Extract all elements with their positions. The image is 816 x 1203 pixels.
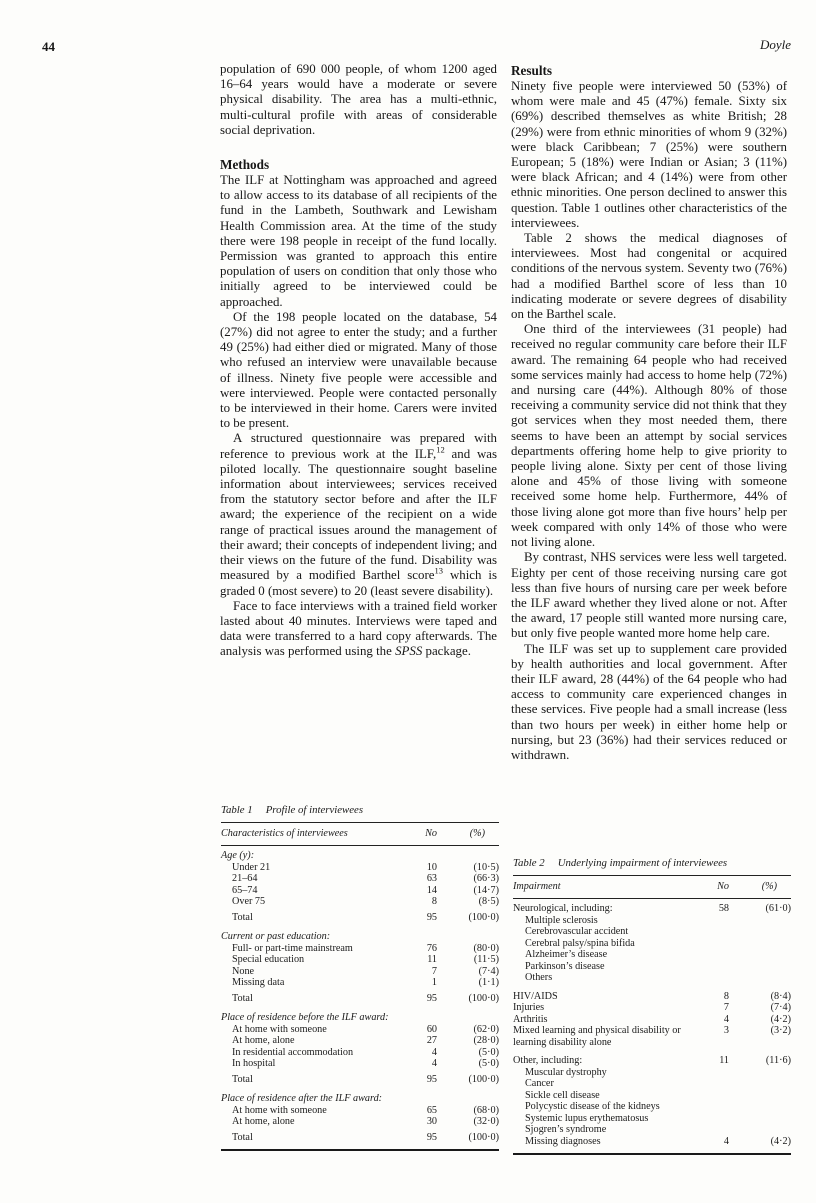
- table-row: [513, 1124, 791, 1136]
- row-label: Mixed learning and physical disability or learning disability alone: [513, 1025, 681, 1048]
- row-count: 7: [431, 965, 437, 977]
- row-percent: (100·0): [468, 911, 499, 923]
- row-percent: (11·5): [473, 954, 499, 965]
- table-label: Table 1: [221, 804, 253, 816]
- row-label: Other, including:: [513, 1055, 583, 1066]
- row-label: At home with someone: [232, 1023, 327, 1035]
- table-row: [221, 1132, 499, 1144]
- table-row: [513, 903, 791, 915]
- table-row: [513, 1014, 791, 1026]
- methods-paragraph: Of the 198 people located on the database, 54 (27%) did not agree to enter the study; and a further 49 (25%) had either died or migrated. Many of those who refused an interview were unavailable because of illness. Ninety five people were accessible and were interviewed. People were contacted personally to be interviewed in their home. Carers were invited to be present.: [220, 309, 497, 431]
- table-row: [221, 943, 499, 955]
- row-count: 60: [426, 1023, 437, 1035]
- row-percent: (11·6): [765, 1055, 791, 1066]
- row-label: Others: [525, 972, 553, 983]
- table-2-header-row: [513, 876, 791, 899]
- row-percent: (4·2): [770, 1135, 791, 1147]
- row-count: 58: [718, 903, 729, 914]
- row-percent: (61·0): [765, 903, 791, 914]
- table-row: [221, 885, 499, 897]
- row-count: 8: [723, 990, 729, 1002]
- row-label: At home, alone: [232, 1116, 295, 1127]
- table-row: [221, 912, 499, 924]
- table-row: [221, 1047, 499, 1059]
- results-paragraph: The ILF was set up to supplement care provided by health authorities and local government. After their ILF award, 28 (44%) of the 64 people who had access to community care experienced changes in these services. Five people had a small increase (less than two hours per week) in either home help or nursing, but 23 (36%) had their services reduced or withdrawn.: [511, 641, 787, 762]
- row-count: 8: [431, 896, 437, 907]
- row-count: 4: [723, 1013, 729, 1025]
- row-label: Parkinson’s disease: [525, 960, 605, 972]
- table-row: [513, 949, 791, 961]
- row-count: 95: [426, 1131, 437, 1143]
- table-row: [221, 1058, 499, 1070]
- methods-paragraph: Face to face interviews with a trained field worker lasted about 40 minutes. Interviews were taped and data were transferred to a hard copy afterwards. The analysis was performed using the SPSS package.: [220, 598, 497, 659]
- table-label: Table 2: [513, 857, 545, 869]
- row-label: At home with someone: [232, 1104, 327, 1116]
- row-label: Missing data: [232, 977, 285, 988]
- table-row: [221, 862, 499, 874]
- row-count: 7: [723, 1002, 729, 1013]
- table-row: [221, 966, 499, 978]
- table-row: [221, 993, 499, 1005]
- row-label: Cancer: [525, 1078, 554, 1089]
- page-number: 44: [42, 39, 55, 54]
- results-heading: Results: [511, 63, 553, 78]
- row-percent: (1·1): [478, 977, 499, 988]
- row-percent: (7·4): [478, 965, 499, 977]
- table-title: Underlying impairment of interviewees: [557, 857, 728, 869]
- row-count: 3: [723, 1025, 729, 1036]
- table-section-heading: Current or past education:: [221, 931, 331, 942]
- running-head: Doyle: [759, 37, 791, 52]
- row-label: Total: [232, 1073, 253, 1085]
- table-2-caption: [513, 858, 791, 870]
- row-label: In hospital: [232, 1058, 276, 1069]
- table-1-header-row: [221, 823, 499, 846]
- row-label: None: [232, 965, 255, 977]
- row-percent: (32·0): [473, 1116, 499, 1127]
- table-row: [513, 991, 791, 1003]
- row-label: Full- or part-time mainstream: [232, 942, 353, 954]
- row-percent: (66·3): [473, 873, 499, 884]
- table-row: [513, 1078, 791, 1090]
- row-label: Over 75: [232, 896, 266, 907]
- reference-superscript: 12: [436, 444, 445, 455]
- table-row: [221, 977, 499, 989]
- table-row: [221, 896, 499, 908]
- table2-body: [513, 899, 791, 1149]
- row-count: 63: [426, 873, 437, 884]
- row-label: Total: [232, 992, 253, 1004]
- table-row: [513, 1101, 791, 1113]
- row-label: HIV/AIDS: [513, 990, 558, 1002]
- methods-paragraph: The ILF at Nottingham was approached and agreed to allow access to its database of all recipients of the fund in the Lambeth, Southwark and Lewisham Health Commission area. At the time of the study there were 198 people in receipt of the fund locally. Permission was granted to approach this entire population of users on condition that only those who initially agreed to be interviewed could be approached.: [220, 173, 497, 309]
- row-percent: (100·0): [468, 992, 499, 1004]
- table-section-heading: Age (y):: [221, 850, 255, 861]
- table-row: [513, 1067, 791, 1079]
- table-row: [513, 972, 791, 984]
- right-column: [511, 62, 787, 763]
- row-percent: (100·0): [468, 1073, 499, 1085]
- table-row: [221, 1024, 499, 1036]
- results-paragraph: By contrast, NHS services were less well targeted. Eighty per cent of those receiving nursing care got less than five hours of nursing care per week before the ILF award whether they lived alone or not. After the award, 17 people still wanted more nursing care, but only five people wanted more home help care.: [511, 550, 787, 641]
- table-row: [221, 1074, 499, 1086]
- row-label: Neurological, including:: [513, 903, 613, 914]
- row-label: Cerebrovascular accident: [525, 926, 629, 937]
- row-count: 95: [426, 1073, 437, 1085]
- table-1: [221, 805, 499, 1151]
- table-row: [513, 1025, 791, 1048]
- row-percent: (62·0): [473, 1023, 499, 1035]
- column-header: (%): [469, 827, 485, 839]
- row-count: 95: [426, 992, 437, 1004]
- row-count: 65: [426, 1104, 437, 1116]
- row-label: Under 21: [232, 861, 271, 873]
- row-percent: (14·7): [473, 884, 499, 896]
- table-row: [513, 1090, 791, 1102]
- row-percent: (5·0): [478, 1058, 499, 1069]
- row-label: In residential accommodation: [232, 1046, 354, 1058]
- row-count: 11: [427, 954, 437, 965]
- row-label: Total: [232, 911, 253, 923]
- table-row: [513, 961, 791, 973]
- table1-body: [221, 846, 499, 1145]
- row-label: At home, alone: [232, 1035, 295, 1046]
- row-percent: (28·0): [473, 1035, 499, 1046]
- table-2: [513, 858, 791, 1155]
- results-paragraph: One third of the interviewees (31 people) had received no regular community care before their ILF award. The remaining 64 people who had received some services mainly had access to home help (72%) and nursing care (44%). Although 80% of those receiving a community service did not think that they got services when they most needed them, there seems to have been an attempt by social services departments offering home help to give priority to people living alone. Sixty per cent of those living alone and 45% of those living with someone received some home help. Furthermore, 44% of those living alone got more than five hours’ help per week compared with only 14% of those who were not living alone.: [511, 322, 787, 550]
- table-row: [221, 1116, 499, 1128]
- row-count: 76: [426, 942, 437, 954]
- row-count: 14: [426, 884, 437, 896]
- column-header: No: [717, 880, 729, 892]
- row-label: Cerebral palsy/spina bifida: [525, 937, 635, 949]
- table-row: [221, 1035, 499, 1047]
- table-row: [513, 938, 791, 950]
- table-row: [221, 1105, 499, 1117]
- row-label: Muscular dystrophy: [525, 1066, 607, 1078]
- table-title: Profile of interviewees: [265, 804, 364, 816]
- column-header: Characteristics of interviewees: [221, 827, 348, 839]
- row-count: 4: [723, 1135, 729, 1147]
- row-label: Injuries: [513, 1002, 545, 1013]
- row-count: 30: [426, 1116, 437, 1127]
- table-rule: [221, 1149, 499, 1151]
- row-label: Special education: [232, 954, 305, 965]
- row-count: 11: [719, 1055, 729, 1066]
- column-header: Impairment: [513, 880, 561, 892]
- column-header: (%): [761, 880, 777, 892]
- table-row: [513, 926, 791, 938]
- column-header: No: [425, 827, 437, 839]
- row-percent: (7·4): [770, 1002, 791, 1013]
- table-row: [221, 954, 499, 966]
- row-count: 27: [426, 1035, 437, 1046]
- row-percent: (10·5): [473, 861, 499, 873]
- table-row: [513, 1136, 791, 1148]
- methods-heading: Methods: [220, 157, 270, 173]
- table-row: [513, 1113, 791, 1125]
- row-label: Alzheimer’s disease: [525, 949, 608, 960]
- row-percent: (80·0): [473, 942, 499, 954]
- row-count: 1: [431, 977, 437, 988]
- row-percent: (3·2): [770, 1025, 791, 1036]
- row-label: Total: [232, 1131, 253, 1143]
- methods-paragraph: A structured questionnaire was prepared with reference to previous work at the ILF,$^{12}$ and was piloted locally. The questionnaire sought baseline information about interviewees; services received from the statutory sector before and after the ILF award; the experience of the recipient on a wide range of practical issues around the management of their award; their concepts of independent living; and their views on the future of the fund. Disability was measured by a modified Barthel score$^{13}$ which is graded 0 (most severe) to 20 (least severe disability).: [220, 431, 498, 598]
- row-percent: (5·0): [478, 1046, 499, 1058]
- row-percent: (100·0): [468, 1131, 499, 1143]
- row-label: Polycystic disease of the kidneys: [525, 1101, 660, 1112]
- table-row: [221, 873, 499, 885]
- row-count: 4: [431, 1046, 437, 1058]
- table-row: [513, 1055, 791, 1067]
- table-section-heading: Place of residence after the ILF award:: [221, 1093, 383, 1104]
- table-1-caption: [221, 805, 499, 817]
- row-percent: (68·0): [473, 1104, 499, 1116]
- row-label: Missing diagnoses: [525, 1135, 601, 1147]
- row-label: Arthritis: [513, 1013, 548, 1025]
- row-percent: (8·5): [478, 896, 499, 907]
- row-count: 10: [426, 861, 437, 873]
- row-label: Systemic lupus erythematosus: [525, 1112, 649, 1124]
- row-count: 95: [426, 911, 437, 923]
- results-paragraph: Table 2 shows the medical diagnoses of interviewees. Most had congenital or acquired conditions of the nervous system. Seventy two (76%) had a modified Barthel score of less than 10 indicating moderate or severe degrees of disability on the Barthel scale.: [511, 231, 787, 322]
- results-paragraph: Ninety five people were interviewed 50 (53%) of whom were male and 45 (47%) female. Sixty six (69%) described themselves as white British; 28 (29%) were from ethnic minorities of whom 9 (32%) were black Caribbean; 7 (25%) were southern European; 5 (18%) were Indian or Asian; 3 (11%) were black African; and 4 (14%) were from other ethnic minorities. One person declined to answer this question. Table 1 outlines other characteristics of the interviewees.: [511, 79, 787, 230]
- table-rule: [513, 1153, 791, 1155]
- intro-paragraph: population of 690 000 people, of whom 1200 aged 16–64 years would have a moderate or severe physical disability. The area has a multi-ethnic, multi-cultural profile with areas of considerable social deprivation.: [220, 62, 497, 137]
- table-row: [513, 1002, 791, 1014]
- row-label: Sjogren’s syndrome: [525, 1124, 607, 1135]
- row-label: 21–64: [232, 873, 258, 884]
- left-column: [220, 62, 497, 660]
- row-percent: (4·2): [770, 1013, 791, 1025]
- table-row: [513, 915, 791, 927]
- table-section-heading: Place of residence before the ILF award:: [221, 1012, 389, 1023]
- reference-superscript: 13: [434, 566, 443, 576]
- row-count: 4: [431, 1058, 437, 1069]
- row-label: Multiple sclerosis: [525, 914, 598, 926]
- row-label: 65–74: [232, 884, 258, 896]
- row-label: Sickle cell disease: [525, 1089, 600, 1101]
- row-percent: (8·4): [770, 990, 791, 1002]
